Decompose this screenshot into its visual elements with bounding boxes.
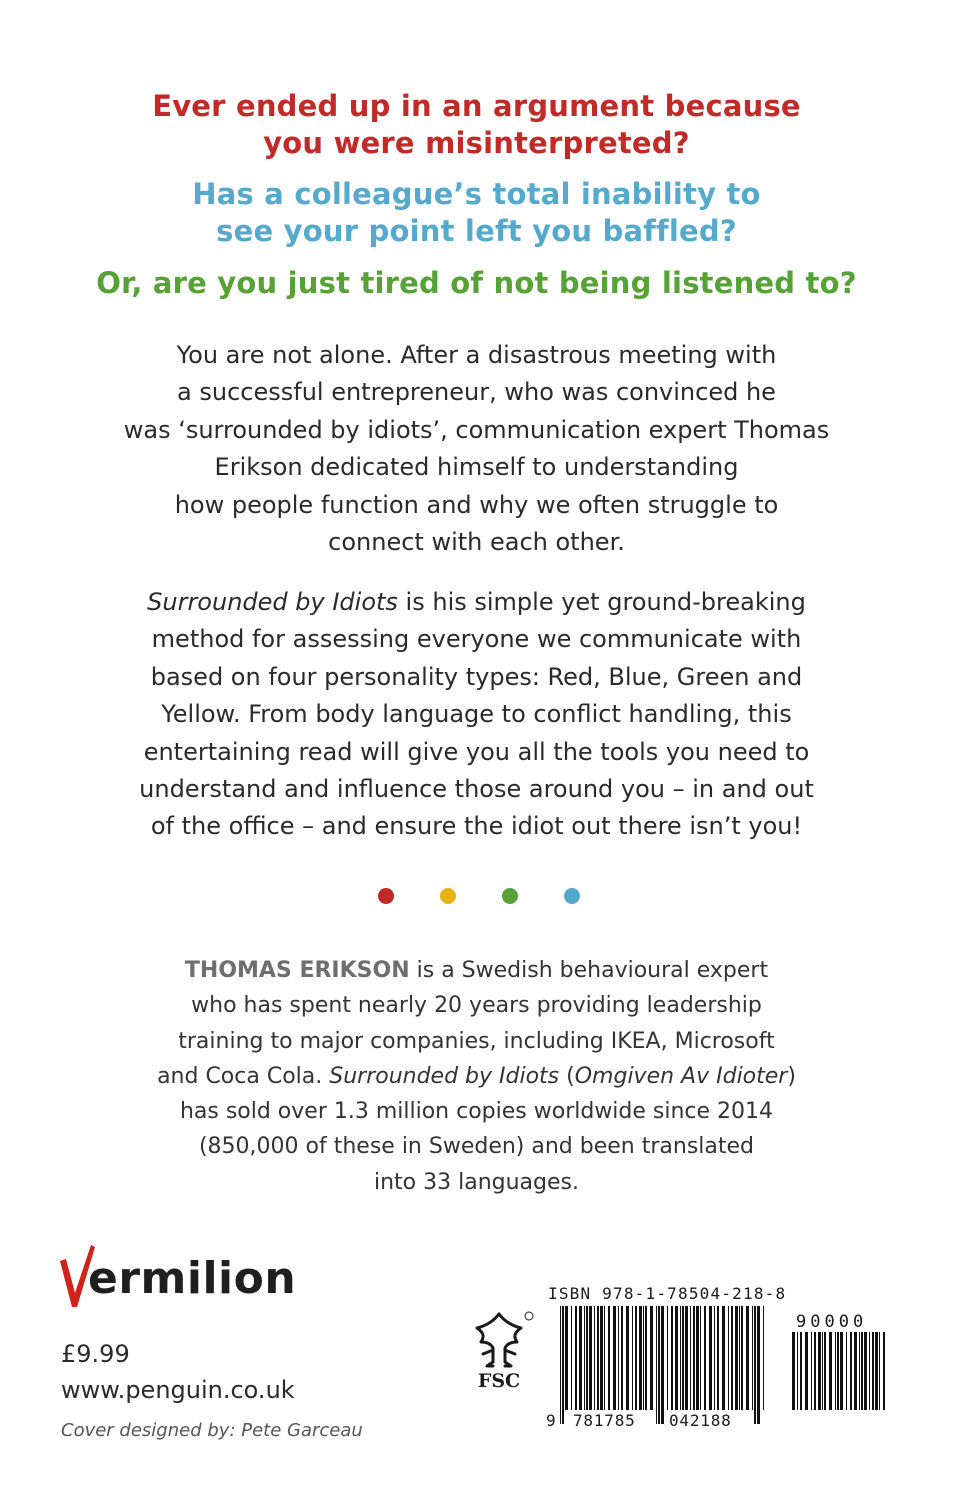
- barcode-bar: [883, 1332, 885, 1410]
- barcode-bar: [869, 1332, 870, 1410]
- barcode-bar: [635, 1306, 637, 1410]
- cover-credit: Cover designed by: Pete Garceau: [61, 1420, 363, 1441]
- headline-line: Has a colleague’s total inability to: [192, 177, 761, 211]
- barcode-bar: [752, 1306, 753, 1410]
- barcode-bar: [639, 1306, 642, 1410]
- book-title: Surrounded by Idiots: [147, 588, 398, 616]
- barcode-bar: [746, 1306, 749, 1410]
- price: £9.99: [61, 1340, 130, 1368]
- paragraph-line: method for assessing everyone we communicate with: [151, 625, 802, 654]
- intro-paragraph: [0, 337, 953, 561]
- fsc-mark: [463, 1310, 535, 1396]
- barcode-bar: [754, 1306, 756, 1424]
- paragraph-line: Yellow. From body language to conflict handling, this: [161, 700, 792, 729]
- barcode-bar: [864, 1332, 867, 1410]
- barcode-bar: [735, 1306, 738, 1410]
- barcode-bar: [562, 1306, 564, 1424]
- logo-text: ermilion: [88, 1253, 297, 1304]
- barcode-bar: [575, 1306, 577, 1410]
- barcode-bar: [693, 1306, 695, 1410]
- barcode-bar: [685, 1306, 688, 1410]
- barcode-bar: [656, 1306, 657, 1424]
- paragraph-line: how people function and why we often struggle to: [174, 490, 779, 519]
- barcode-bar: [818, 1332, 821, 1410]
- barcode-bar: [800, 1332, 802, 1410]
- barcode-bar: [840, 1332, 843, 1410]
- bio-line: has sold over 1.3 million copies worldwide since 2014: [179, 1099, 774, 1125]
- barcode-bar: [854, 1332, 857, 1410]
- barcode-bar: [822, 1332, 823, 1410]
- barcode-bar: [643, 1306, 644, 1410]
- personality-dots: [0, 886, 953, 906]
- blue-dot: [564, 888, 580, 904]
- barcode-digits-right: 042188: [669, 1411, 732, 1430]
- price-addon-barcode: [792, 1332, 888, 1424]
- barcode-bar: [728, 1306, 729, 1410]
- barcode-bar: [658, 1306, 660, 1424]
- yellow-dot: [440, 888, 456, 904]
- author-bio: [0, 953, 953, 1200]
- barcode-bar: [879, 1332, 880, 1410]
- barcode-bar: [846, 1332, 847, 1410]
- barcode-digits-left: 781785: [573, 1411, 636, 1430]
- barcode-bar: [690, 1306, 691, 1410]
- barcode-bar: [814, 1332, 816, 1410]
- bio-line: training to major companies, including IKEA, Microsoft: [178, 1028, 775, 1054]
- barcode-bar: [584, 1306, 585, 1410]
- original-title: Omgiven Av Idioter: [574, 1063, 788, 1089]
- barcode-bar: [565, 1306, 568, 1410]
- paragraph-line: based on four personality types: Red, Blue, Green and: [150, 662, 803, 691]
- barcode-bar: [696, 1306, 699, 1410]
- barcode-bar: [597, 1306, 599, 1410]
- bio-text: (: [559, 1063, 575, 1089]
- barcode-bar: [650, 1306, 653, 1410]
- paragraph-line: entertaining read will give you all the tools you need to: [143, 737, 810, 766]
- paragraph-text: is his simple yet ground-breaking: [397, 588, 806, 616]
- fsc-tree-icon: [463, 1310, 535, 1370]
- barcode-bar: [763, 1306, 764, 1410]
- paragraph-line: was ‘surrounded by idiots’, communication expert Thomas: [123, 415, 830, 444]
- bio-text: and Coca Cola.: [157, 1063, 330, 1089]
- barcode-bar: [722, 1306, 725, 1410]
- fsc-label: FSC: [477, 1370, 521, 1392]
- barcode-bar: [792, 1332, 795, 1410]
- headline-question-1: [0, 88, 953, 162]
- barcode-bar: [837, 1332, 839, 1410]
- barcode: [560, 1306, 768, 1424]
- barcode-bar: [604, 1306, 605, 1410]
- barcode-bar: [731, 1306, 733, 1410]
- barcode-bar: [571, 1306, 572, 1410]
- barcode-bar: [613, 1306, 616, 1410]
- method-paragraph: [0, 584, 953, 846]
- barcode-bar: [671, 1306, 673, 1410]
- headline-question-2: [0, 176, 953, 250]
- barcode-bar: [667, 1306, 668, 1410]
- bio-line: [0, 1059, 953, 1094]
- barcode-bar: [645, 1306, 647, 1410]
- barcode-bar: [589, 1306, 592, 1410]
- barcode-bar: [714, 1306, 715, 1410]
- book-title: Surrounded by Idiots: [329, 1063, 560, 1089]
- barcode-digit-first: 9: [546, 1411, 557, 1430]
- barcode-bar: [717, 1306, 719, 1410]
- paragraph-line: connect with each other.: [328, 528, 625, 557]
- barcode-bar: [560, 1306, 561, 1424]
- barcode-bar: [850, 1332, 852, 1410]
- barcode-bar: [621, 1306, 623, 1410]
- paragraph-line: Erikson dedicated himself to understanding: [214, 453, 739, 482]
- barcode-bar: [757, 1306, 760, 1424]
- headline-question-3: [0, 265, 953, 302]
- barcode-bar: [626, 1306, 629, 1410]
- barcode-bar: [709, 1306, 712, 1410]
- barcode-bar: [872, 1332, 874, 1410]
- barcode-bar: [661, 1306, 664, 1424]
- barcode-bar: [594, 1306, 595, 1410]
- barcode-bar: [618, 1306, 619, 1410]
- headline-line: you were misinterpreted?: [263, 126, 690, 160]
- headline-line: see your point left you baffled?: [216, 214, 737, 248]
- green-dot: [502, 888, 518, 904]
- barcode-bar: [797, 1332, 798, 1410]
- barcode-bar: [600, 1306, 603, 1410]
- barcode-bar: [632, 1306, 633, 1410]
- barcode-bar: [682, 1306, 684, 1410]
- barcode-bar: [875, 1332, 878, 1410]
- barcode-bar: [586, 1306, 588, 1410]
- bio-text: is a Swedish behavioural expert: [409, 958, 769, 983]
- barcode-bar: [704, 1306, 706, 1410]
- headline-line: Or, are you just tired of not being listened to?: [96, 266, 857, 300]
- barcode-bar: [675, 1306, 678, 1410]
- bio-line: (850,000 of these in Sweden) and been translated: [198, 1134, 755, 1160]
- bio-line: into 33 languages.: [373, 1169, 579, 1195]
- bio-text: ): [787, 1063, 796, 1089]
- paragraph-line: a successful entrepreneur, who was convinced he: [177, 378, 776, 407]
- barcode-bar: [608, 1306, 610, 1410]
- isbn-label: ISBN 978-1-78504-218-8: [548, 1284, 787, 1303]
- barcode-bar: [861, 1332, 863, 1410]
- barcode-bar: [579, 1306, 582, 1410]
- author-name: THOMAS ERIKSON: [184, 958, 410, 983]
- barcode-bar: [829, 1332, 832, 1410]
- bio-line: [0, 953, 953, 988]
- barcode-bar: [739, 1306, 740, 1410]
- headline-line: Ever ended up in an argument because: [152, 89, 801, 123]
- barcode-bar: [700, 1306, 701, 1410]
- barcode-bar: [680, 1306, 681, 1410]
- barcode-bar: [805, 1332, 808, 1410]
- barcode-bar: [824, 1332, 826, 1410]
- barcode-bar: [859, 1332, 860, 1410]
- price-addon-digits: 90000: [796, 1312, 868, 1332]
- paragraph-line: understand and influence those around you – in and out: [139, 775, 814, 804]
- paragraph-line: You are not alone. After a disastrous meeting with: [176, 341, 777, 369]
- bio-line: who has spent nearly 20 years providing leadership: [191, 993, 762, 1019]
- paragraph-line: of the office – and ensure the idiot out there isn’t you!: [150, 812, 803, 841]
- vermilion-logo: [58, 1245, 318, 1311]
- website: www.penguin.co.uk: [61, 1376, 295, 1404]
- red-dot: [378, 888, 394, 904]
- barcode-bar: [741, 1306, 743, 1410]
- paragraph-line: [0, 584, 953, 621]
- barcode-bar: [835, 1332, 836, 1410]
- barcode-bar: [811, 1332, 812, 1410]
